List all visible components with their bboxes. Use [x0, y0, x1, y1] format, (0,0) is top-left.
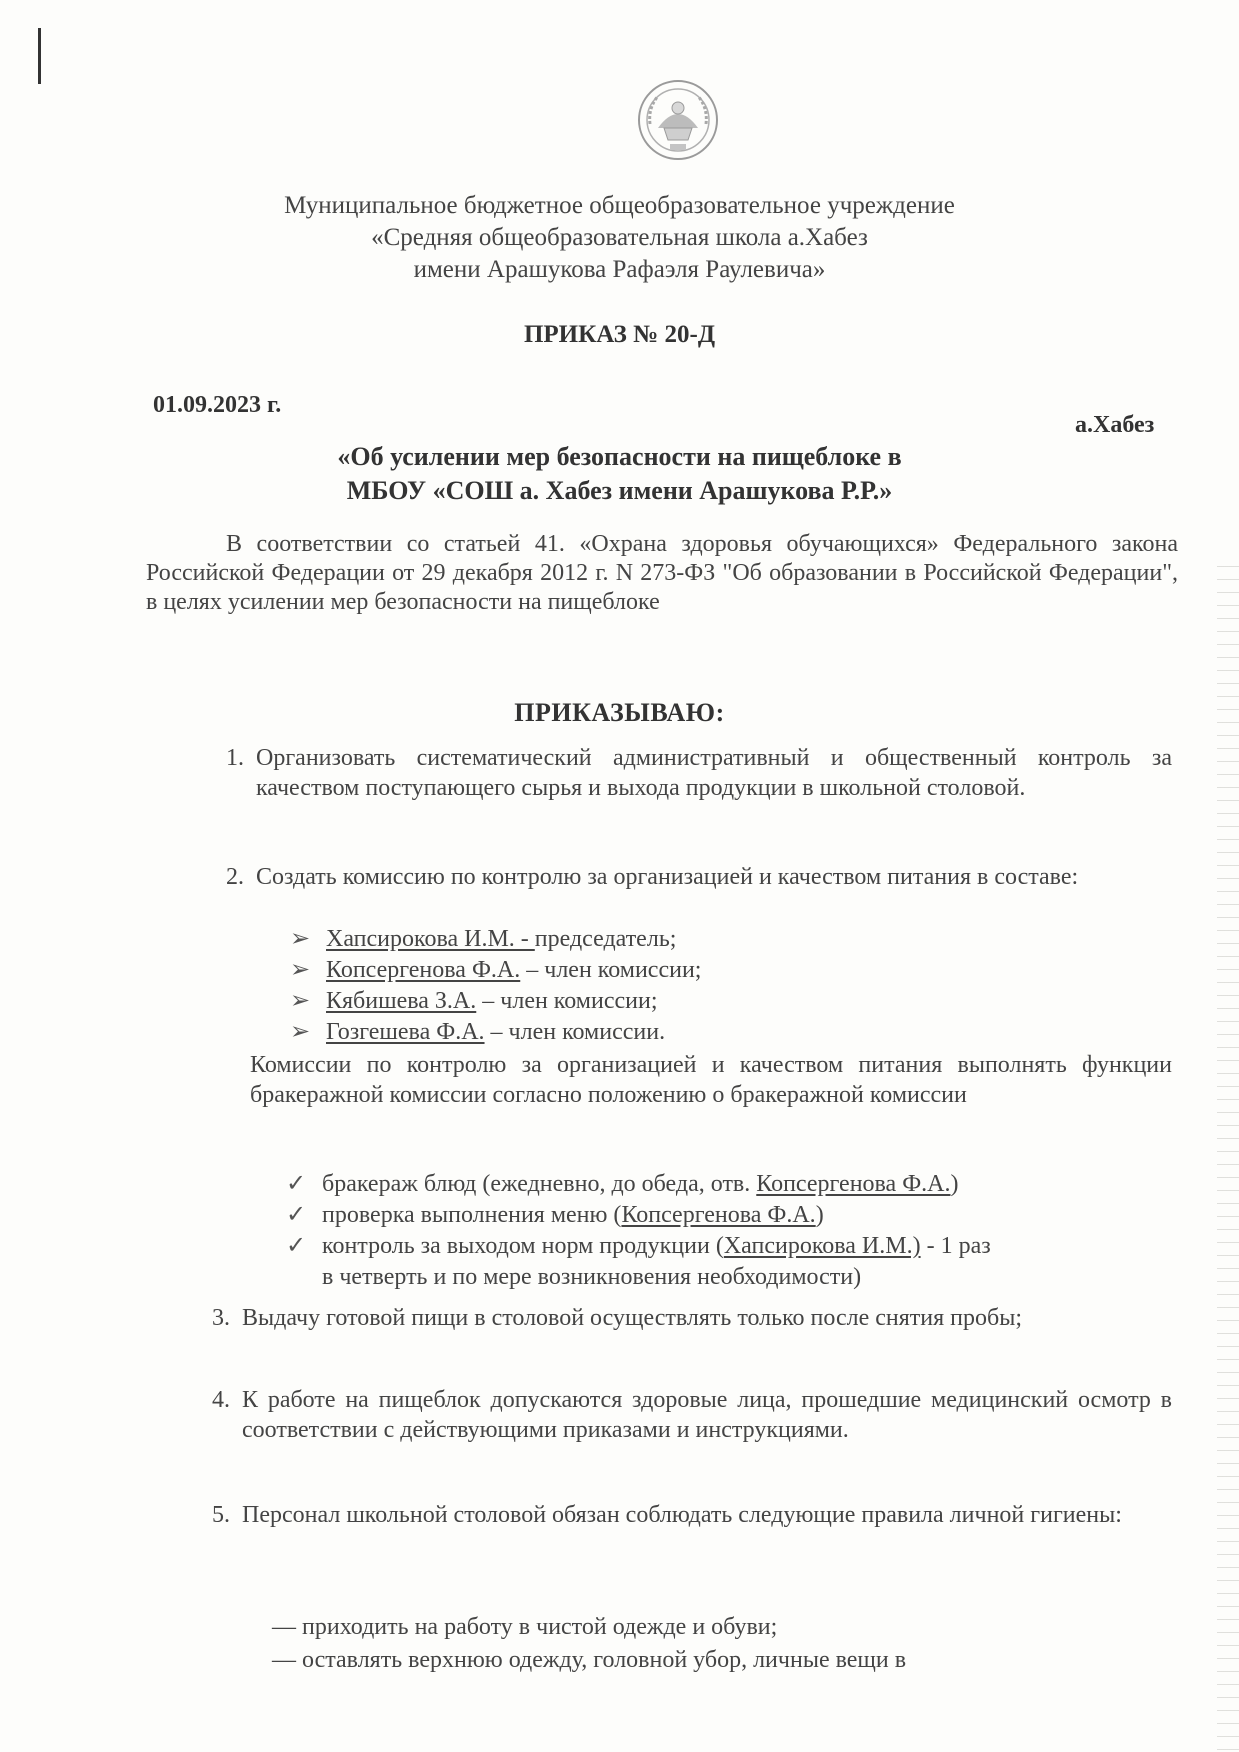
orders-heading: ПРИКАЗЫВАЮ:: [514, 698, 725, 727]
scan-artifact-mark: [38, 28, 41, 84]
item-number: 2.: [226, 864, 244, 890]
rule-text: оставлять верхнюю одежду, головной убор, личные вещи в: [302, 1647, 907, 1673]
member-row: [290, 1017, 665, 1047]
check-text-end: ): [950, 1171, 959, 1197]
order-subject: [0, 440, 1239, 508]
check-responsible: Хапсирокова И.М.): [723, 1233, 921, 1259]
arrow-bullet-icon: ➢: [290, 926, 311, 952]
check-text-end: - 1 раз: [920, 1233, 991, 1259]
item-text: Персонал школьной столовой обязан соблюдать следующие правила личной гигиены:: [242, 1502, 1122, 1528]
check-bullet-icon: ✓: [286, 1233, 307, 1259]
hygiene-rule: [272, 1612, 777, 1642]
member-name: Кябишева З.А.: [326, 988, 477, 1014]
check-bullet-icon: ✓: [286, 1171, 307, 1197]
order-place: а.Хабез: [1075, 412, 1155, 438]
item-number: 5.: [212, 1502, 230, 1528]
rule-text: приходить на работу в чистой одежде и обуви;: [302, 1614, 778, 1640]
member-name: Копсергенова Ф.А.: [326, 957, 521, 983]
school-name: [0, 190, 1239, 286]
check-responsible: Копсергенова Ф.А.: [756, 1171, 951, 1197]
dash-bullet-icon: —: [272, 1614, 296, 1640]
check-text: бракераж блюд (ежедневно, до обеда, отв.: [322, 1171, 757, 1197]
order-title: ПРИКАЗ № 20-Д: [523, 321, 716, 348]
item-text: Выдачу готовой пищи в столовой осуществлять только после снятия пробы;: [242, 1305, 1023, 1331]
item-number: 1.: [226, 745, 244, 771]
dash-bullet-icon: —: [272, 1647, 296, 1673]
school-line-1: Муниципальное бюджетное общеобразовательное учреждение: [284, 192, 955, 219]
preamble-paragraph: В соответствии со статьей 41. «Охрана здоровья обучающихся» Федерального закона Российской Федерации от 29 декабря 2012 г. N 273-ФЗ "Об образовании в Российской Федерации", в целях усилении мер безопасности на пищеблоке: [146, 531, 1178, 615]
school-line-2: «Средняя общеобразовательная школа а.Хабез: [371, 224, 868, 251]
subject-line-1: «Об усилении мер безопасности на пищеблоке в: [337, 442, 902, 471]
item-text: Организовать систематический административный и общественный контроль за качеством поступающего сырья и выхода продукции в школьной столовой.: [256, 745, 1172, 801]
member-row: [290, 986, 657, 1016]
check-text: контроль за выходом норм продукции (: [322, 1233, 724, 1259]
hygiene-rule: [272, 1645, 1174, 1675]
member-role: – член комиссии;: [476, 988, 658, 1014]
subject-line-2: МБОУ «СОШ а. Хабез имени Арашукова Р.Р.»: [346, 476, 893, 505]
order-date: 01.09.2023 г.: [153, 392, 282, 418]
arrow-bullet-icon: ➢: [290, 957, 311, 983]
member-role: председатель;: [534, 926, 677, 952]
member-row: [290, 924, 676, 954]
member-name: Хапсирокова И.М. -: [326, 926, 535, 952]
item-number: 3.: [212, 1305, 230, 1331]
check-text-end: ): [815, 1202, 824, 1228]
check-row: [286, 1231, 991, 1261]
item-text: Создать комиссию по контролю за организацией и качеством питания в составе:: [256, 864, 1079, 890]
member-name: Гозгешева Ф.А.: [326, 1019, 485, 1045]
commission-note: Комиссии по контролю за организацией и качеством питания выполнять функции бракеражной комиссии согласно положению о бракеражной комиссии: [250, 1052, 1172, 1108]
school-line-3: имени Арашукова Рафаэля Раулевича»: [413, 256, 826, 283]
check-bullet-icon: ✓: [286, 1202, 307, 1228]
member-row: [290, 955, 701, 985]
check-responsible: Копсергенова Ф.А.: [621, 1202, 816, 1228]
arrow-bullet-icon: ➢: [290, 1019, 311, 1045]
emblem-seal-icon: [636, 78, 720, 162]
item-number: 4.: [212, 1387, 230, 1413]
member-role: – член комиссии.: [484, 1019, 666, 1045]
scan-artifact-edge: [1217, 560, 1239, 1750]
item-text: К работе на пищеблок допускаются здоровые лица, прошедшие медицинский осмотр в соответствии с действующими приказами и инструкциями.: [242, 1387, 1172, 1443]
check-text: проверка выполнения меню (: [322, 1202, 622, 1228]
check-row: [286, 1200, 824, 1230]
member-role: – член комиссии;: [520, 957, 702, 983]
check-row-continued: в четверть и по мере возникновения необходимости): [322, 1264, 862, 1290]
check-row: [286, 1169, 959, 1199]
arrow-bullet-icon: ➢: [290, 988, 311, 1014]
